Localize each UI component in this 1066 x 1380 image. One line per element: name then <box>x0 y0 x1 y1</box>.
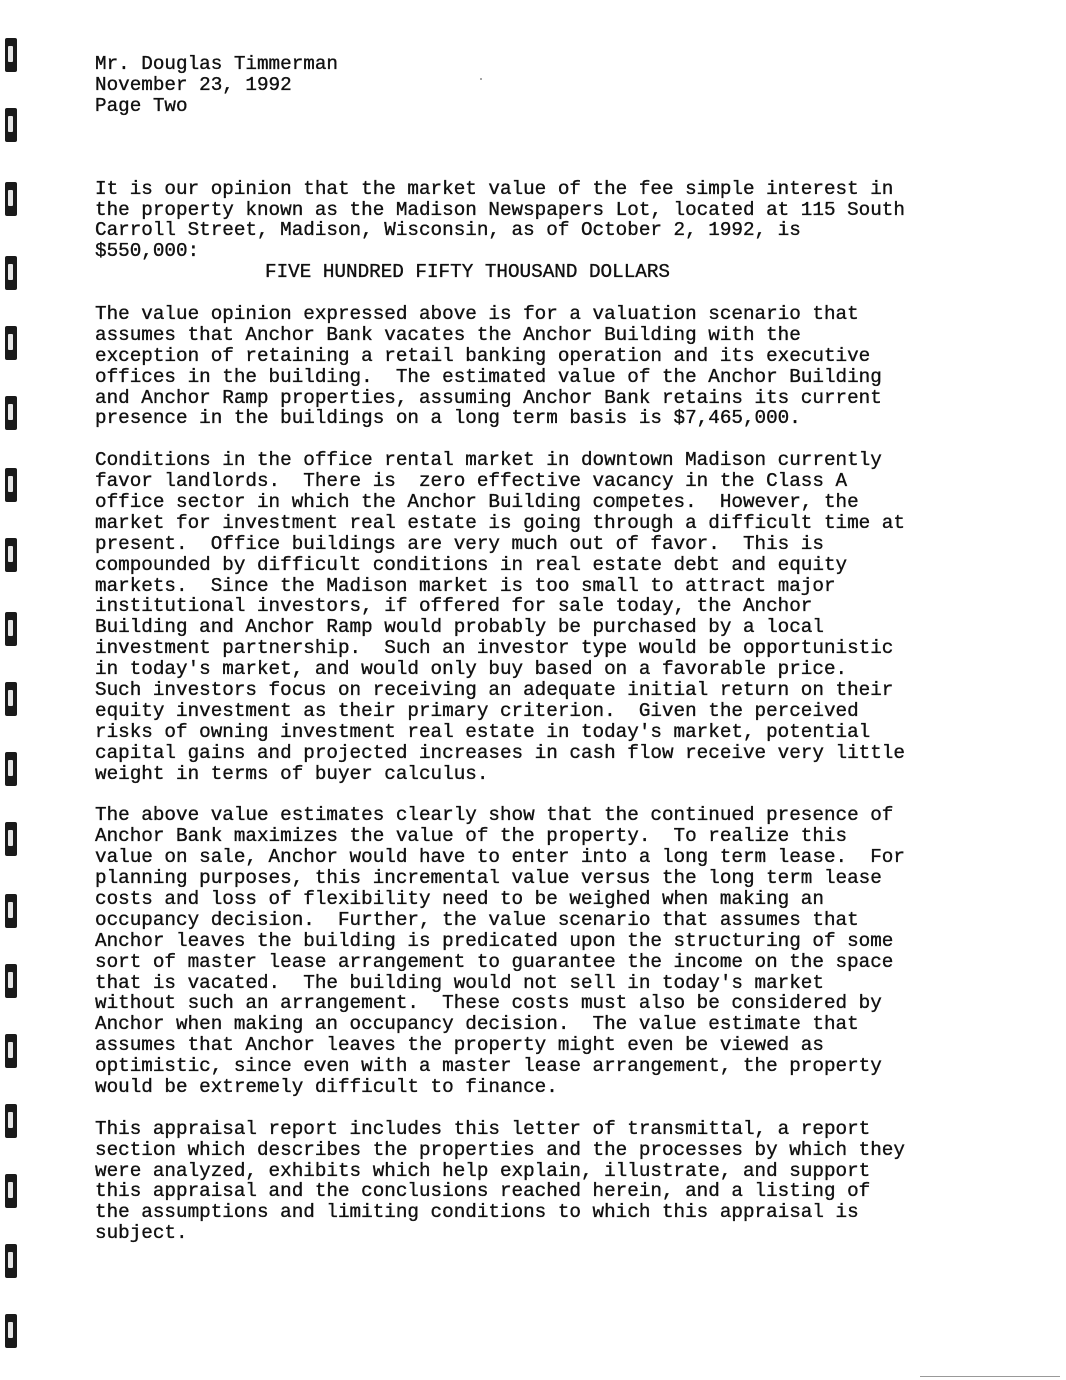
binder-hole <box>5 38 17 72</box>
text-line: Carroll Street, Madison, Wisconsin, as of October 2, 1992, is <box>95 219 801 242</box>
text-line: Such investors focus on receiving an adequate initial return on their <box>95 679 894 702</box>
text-line: costs and loss of flexibility need to be weighed when making an <box>95 887 824 910</box>
text-line: Anchor Bank maximizes the value of the property. To realize this <box>95 825 848 848</box>
text-line: $550,000: <box>95 240 200 263</box>
text-line: were analyzed, exhibits which help explain, illustrate, and support <box>95 1159 871 1182</box>
binder-hole <box>5 1314 17 1348</box>
text-line: Anchor leaves the building is predicated upon the structuring of some <box>95 929 894 952</box>
text-line: institutional investors, if offered for sale today, the Anchor <box>95 595 813 618</box>
text-line: risks of owning investment real estate in today's market, potential <box>95 720 871 743</box>
text-line: that is vacated. The building would not sell in today's market <box>95 971 824 994</box>
binder-hole <box>5 1244 17 1278</box>
paragraph-market-conditions <box>95 450 995 784</box>
footer-rule <box>920 1376 1060 1377</box>
text-line: Anchor when making an occupancy decision. The value estimate that <box>95 1013 859 1036</box>
paragraph-value-opinion <box>95 179 995 283</box>
text-line: weight in terms of buyer calculus. <box>95 762 489 785</box>
text-line: occupancy decision. Further, the value scenario that assumes that <box>95 908 859 931</box>
paragraph-report-contents <box>95 1119 995 1244</box>
text-line: investment partnership. Such an investor type would be opportunistic <box>95 637 894 660</box>
binder-hole <box>5 1034 17 1068</box>
text-line: optimistic, since even with a master lease arrangement, the property <box>95 1055 882 1078</box>
binder-hole <box>5 396 17 430</box>
text-line: This appraisal report includes this letter of transmittal, a report <box>95 1117 871 1140</box>
text-line: value on sale, Anchor would have to enter into a long term lease. For <box>95 846 905 869</box>
paragraph-value-estimates <box>95 805 995 1097</box>
text-line: assumes that Anchor leaves the property might even be viewed as <box>95 1034 824 1057</box>
text-line: It is our opinion that the market value of the fee simple interest in <box>95 177 894 200</box>
text-line: office sector in which the Anchor Building competes. However, the <box>95 491 859 514</box>
binder-hole <box>5 182 17 216</box>
binder-hole <box>5 468 17 502</box>
binder-hole <box>5 326 17 360</box>
text-line: markets. Since the Madison market is too small to attract major <box>95 574 836 597</box>
text-line: this appraisal and the conclusions reached herein, and a listing of <box>95 1180 871 1203</box>
paragraph-valuation-scenario <box>95 304 995 429</box>
text-line: and Anchor Ramp properties, assuming Anchor Bank retains its current <box>95 386 882 409</box>
text-line: equity investment as their primary criterion. Given the perceived <box>95 699 859 722</box>
text-line: Building and Anchor Ramp would probably be purchased by a local <box>95 616 824 639</box>
recipient-name: Mr. Douglas Timmerman <box>95 53 338 75</box>
text-line: sort of master lease arrangement to guarantee the income on the space <box>95 950 894 973</box>
text-line: section which describes the properties and the processes by which they <box>95 1138 905 1161</box>
binder-hole <box>5 108 17 142</box>
text-line: The above value estimates clearly show that the continued presence of <box>95 804 894 827</box>
text-line: The value opinion expressed above is for a valuation scenario that <box>95 303 859 326</box>
text-line: exception of retaining a retail banking operation and its executive <box>95 344 871 367</box>
text-line: favor landlords. There is zero effective vacancy in the Class A <box>95 470 848 493</box>
binder-hole <box>5 964 17 998</box>
text-line: would be extremely difficult to finance. <box>95 1075 558 1098</box>
binder-hole <box>5 894 17 928</box>
binder-hole <box>5 1174 17 1208</box>
binder-hole <box>5 1104 17 1138</box>
text-line: compounded by difficult conditions in real estate debt and equity <box>95 553 848 576</box>
letter-header <box>95 54 995 117</box>
binder-hole <box>5 682 17 716</box>
text-line: subject. <box>95 1222 188 1245</box>
text-line: in today's market, and would only buy based on a favorable price. <box>95 658 848 681</box>
text-line: the assumptions and limiting conditions to which this appraisal is <box>95 1201 859 1224</box>
text-line: Conditions in the office rental market in downtown Madison currently <box>95 449 882 472</box>
text-line: presence in the buildings on a long term basis is $7,465,000. <box>95 407 801 430</box>
binder-hole <box>5 822 17 856</box>
binder-hole <box>5 612 17 646</box>
text-line: assumes that Anchor Bank vacates the Anchor Building with the <box>95 323 801 346</box>
binder-holes <box>0 0 40 1380</box>
page-label: Page Two <box>95 94 188 117</box>
text-line: planning purposes, this incremental value versus the long term lease <box>95 867 882 890</box>
text-line: offices in the building. The estimated value of the Anchor Building <box>95 365 882 388</box>
binder-hole <box>5 538 17 572</box>
binder-hole <box>5 752 17 786</box>
text-line: market for investment real estate is going through a difficult time at <box>95 511 905 534</box>
letter-body <box>95 54 995 1265</box>
binder-hole <box>5 256 17 290</box>
text-line: present. Office buildings are very much out of favor. This is <box>95 532 824 555</box>
text-line: the property known as the Madison Newspapers Lot, located at 115 South <box>95 198 905 221</box>
text-line: without such an arrangement. These costs must also be considered by <box>95 992 882 1015</box>
text-line: capital gains and projected increases in cash flow receive very little <box>95 741 905 764</box>
value-in-words: FIVE HUNDRED FIFTY THOUSAND DOLLARS <box>265 261 670 284</box>
letter-date: November 23, 1992 <box>95 73 292 96</box>
